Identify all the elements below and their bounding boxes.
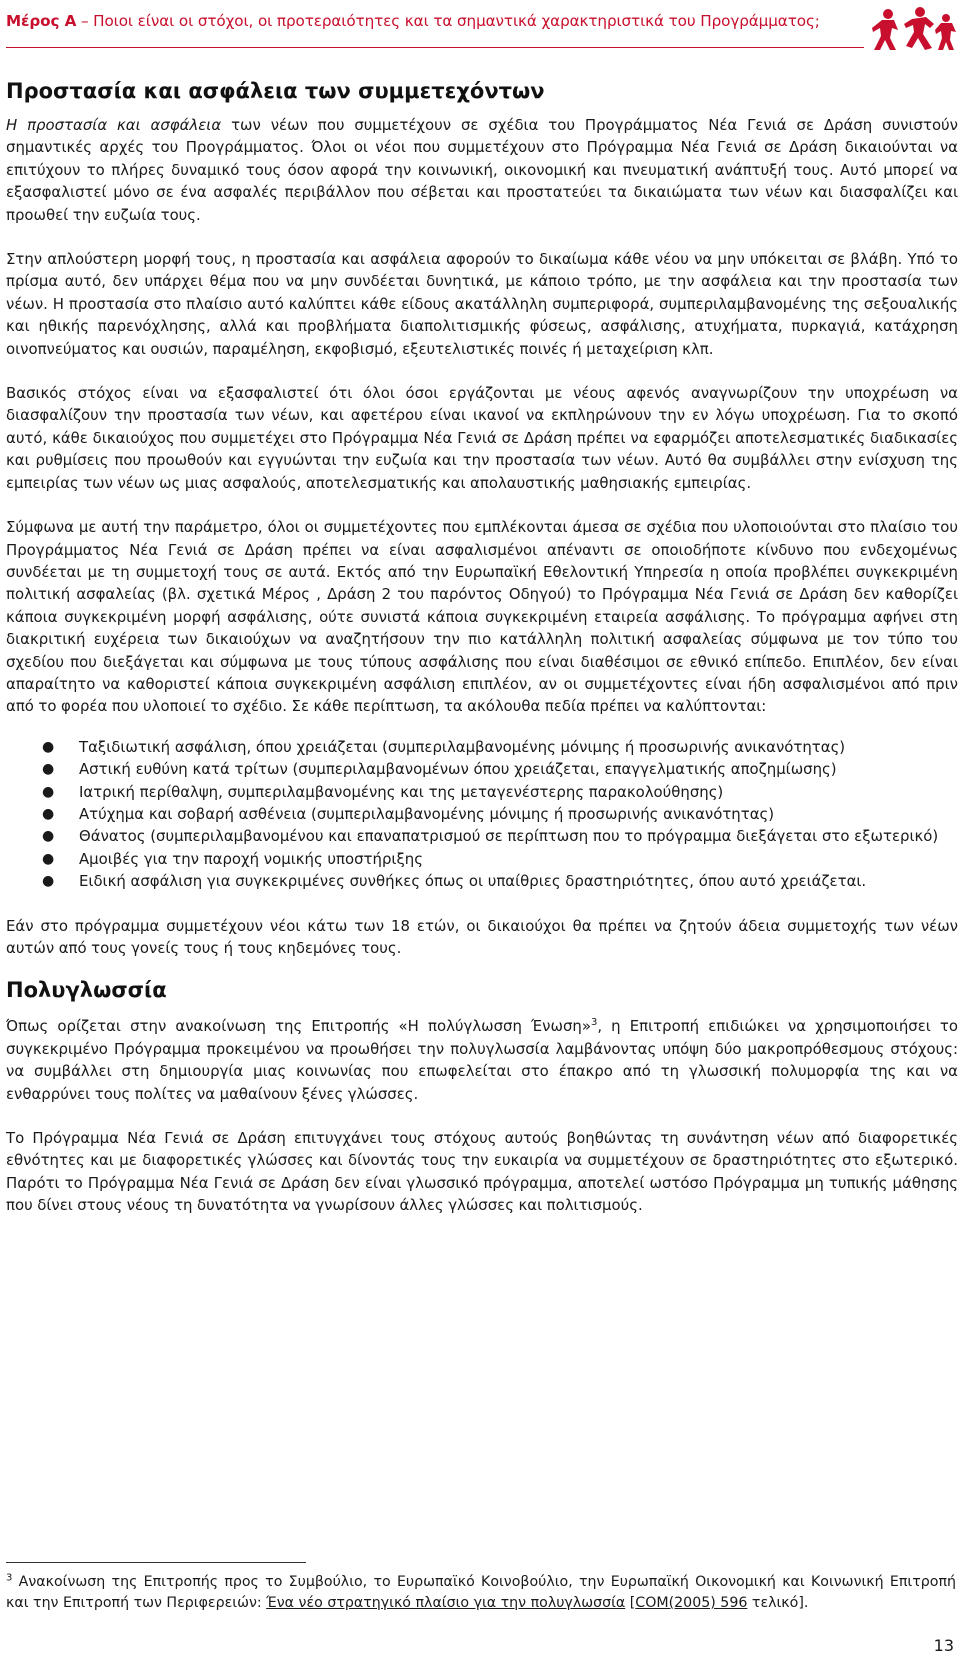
bullet-icon: ● (42, 828, 55, 845)
paragraph: Εάν στο πρόγραμμα συμμετέχουν νέοι κάτω των 18 ετών, οι δικαιούχοι θα πρέπει να ζητούν άδεια συμμετοχής των νέων αυτών από τους γονείς τους ή τους κηδεμόνες τους. (6, 916, 958, 957)
paragraph-text: των νέων που συμμετέχουν σε σχέδια του Προγράμματος Νέα Γενιά σε Δράση συνιστούν σημαντικές αρχές του Προγράμματος. Όλοι οι νέοι που συμμετέχουν στο Πρόγραμμα Νέα Γενιά σε Δράση δικαιούνται να επιτύχουν το πλήρες δυναμικό τους όσον αφορά την κοινωνική, οικονομική και πνευματική ανάπτυξή τους. Αυτό μπορεί να εξασφαλιστεί μόνο σε ένα ασφαλές περιβάλλον που σέβεται και προστατεύει τα δικαιώματα των νέων και διασφαλίζει και προωθεί την ευζωία τους. (6, 116, 958, 224)
footnote-number: 3 (6, 1572, 13, 1584)
list-item-text: Θάνατος (συμπεριλαμβανομένου και επαναπατρισμού σε περίπτωση που το πρόγραμμα διεξάγεται στο εξωτερικό) (79, 827, 939, 846)
list-item-text: Ειδική ασφάλιση για συγκεκριμένες συνθήκες όπως οι υπαίθριες δραστηριότητες, όπου αυτό χρειάζεται. (79, 872, 867, 891)
paragraph (6, 114, 958, 226)
paragraph: Στην απλούστερη μορφή τους, η προστασία και ασφάλεια αφορούν το δικαίωμα κάθε νέου να μην υπόκειται σε βλάβη. Υπό το πρίσμα αυτό, δεν υπάρχει θέμα που να μην συνδέεται δυνητικά, με κάποιο τρόπο, με την ασφάλεια και την προστασία των νέων. Η προστασία στο πλαίσιο αυτό καλύπτει κάθε είδους ακατάλληλη συμπεριφορά, συμπεριλαμβανομένης της σεξουαλικής και ηθικής παρενόχλησης, αλλά και προβλήματα διαπολιτισμικής φύσεως, ασφάλισης, ατυχήματα, πυρκαγιά, κατάχρηση οινοπνεύματος και ουσιών, παραμέληση, εκφοβισμό, εξευτελιστικές ποινές ή μεταχείριση κλπ. (6, 250, 958, 358)
paragraph-text: Όπως ορίζεται στην ανακοίνωση της Επιτροπής «Η πολύγλωσση Ένωση» (6, 1017, 591, 1036)
header-title (6, 10, 868, 32)
bullet-icon: ● (42, 873, 55, 890)
section-heading-multilingualism: Πολυγλωσσία (6, 978, 167, 1003)
bullet-icon: ● (42, 850, 55, 867)
footnote-ref[interactable]: 3 (590, 1017, 598, 1029)
footnote (6, 1572, 956, 1614)
list-item (6, 758, 958, 780)
youth-in-action-logo-icon (868, 4, 958, 54)
list-item-text: Ταξιδιωτική ασφάλιση, όπου χρειάζεται (συμπεριλαμβανομένης μόνιμης ή προσωρινής ανικανότητας) (79, 737, 846, 756)
list-item (6, 736, 958, 758)
list-item-text: Ιατρική περίθαλψη, συμπεριλαμβανομένης και της μεταγενέστερης παρακολούθησης) (79, 782, 724, 801)
section-heading-protection: Προστασία και ασφάλεια των συμμετεχόντων (6, 79, 545, 103)
emphasis: Η προστασία και ασφάλεια (6, 116, 222, 134)
footnote-text: [ (625, 1595, 636, 1611)
paragraph: Σύμφωνα με αυτή την παράμετρο, όλοι οι συμμετέχοντες που εμπλέκονται άμεσα σε σχέδια που υλοποιούνται στο πλαίσιο του Προγράμματος Νέα Γενιά σε Δράση πρέπει να είναι ασφαλισμένοι απέναντι σε οποιοδήποτε κίνδυνο που ενδεχομένως συνδέεται με τη συμμετοχή τους σε αυτά. Εκτός από την Ευρωπαϊκή Εθελοντική Υπηρεσία η οποία προβλέπει συγκεκριμένη πολιτική ασφαλείας (βλ. σχετικά Μέρος , Δράση 2 του παρόντος Οδηγού) το Πρόγραμμα Νέα Γενιά σε Δράση δεν καθορίζει κάποια συγκεκριμένη μορφή ασφάλισης, ούτε συνιστά κάποια συγκεκριμένη εταιρεία ασφάλισης. Το πρόγραμμα αφήνει στη διακριτική ευχέρεια των δικαιούχων να αναζητήσουν την πιο κατάλληλη πολιτική ασφαλείας σύμφωνα με τον τύπο του σχεδίου που διεξάγεται και σύμφωνα με τους τύπους ασφάλισης που είναι διαθέσιμοι σε εθνικό επίπεδο. Επιπλέον, δεν είναι απαραίτητο να καθοριστεί κάποια συγκεκριμένη ασφάλιση επιπλέον, αν οι συμμετέχοντες είναι ήδη ασφαλισμένοι από πριν από το φορέα που υλοποιεί το σχέδιο. Σε κάθε περίπτωση, τα ακόλουθα πεδία πρέπει να καλύπτονται: (6, 518, 958, 716)
paragraph: Το Πρόγραμμα Νέα Γενιά σε Δράση επιτυγχάνει τους στόχους αυτούς βοηθώντας τη συνάντηση νέων από διαφορετικές εθνότητες και με διαφορετικές γλώσσες και δίνοντάς τους την ευκαιρία να συμμετέχουν σε δραστηριότητες στο εξωτερικό. Παρότι το Πρόγραμμα Νέα Γενιά σε Δράση δεν είναι γλωσσικό πρόγραμμα, αποτελεί ωστόσο Πρόγραμμα μη τυπικής μάθησης που δίνει στους νέους τη δυνατότητα να γνωρίσουν άλλες γλώσσες και πολιτισμούς. (6, 1129, 958, 1215)
bullet-icon: ● (42, 805, 55, 822)
header-rule (6, 47, 864, 48)
main-content (6, 76, 958, 1217)
footnote-rule (6, 1562, 306, 1563)
bullet-icon: ● (42, 783, 55, 800)
list-item-text: Αστική ευθύνη κατά τρίτων (συμπεριλαμβανομένων όπου χρειάζεται, επαγγελματικής αποζημίωσης) (79, 760, 837, 779)
list-item (6, 870, 958, 892)
paragraph-text: , η Επιτροπή επιδιώκει να χρησιμοποιήσει το συγκεκριμένο Πρόγραμμα προκειμένου να προωθήσει την πολυγλωσσία λαμβάνοντας υπόψη δύο μακροπρόθεσμους στόχους: να συμβάλλει στη δημιουργία μιας κοινωνίας που επωφελείται στο έπακρο από τη γλωσσική πολυμορφία της και να ενθαρρύνει τους πολίτες να μαθαίνουν ξένες γλώσσες. (6, 1017, 958, 1103)
list-item (6, 825, 958, 847)
paragraph: Βασικός στόχος είναι να εξασφαλιστεί ότι όλοι όσοι εργάζονται με νέους αφενός αναγνωρίζουν την υποχρέωση να διασφαλίζουν την προστασία των νέων, και αφετέρου είναι ικανοί να εκπληρώνουν την εν λόγω υποχρέωση. Για το σκοπό αυτό, κάθε δικαιούχος που συμμετέχει στο Πρόγραμμα Νέα Γενιά σε Δράση πρέπει να εφαρμόζει αποτελεσματικές διαδικασίες και ρυθμίσεις που προωθούν και εγγυώνται την ευζωία και την προστασία των νέων. Αυτό θα συμβάλλει στην ενίσχυση της εμπειρίας των νέων ως μιας ασφαλούς, αποτελεσματικής και απολαυστικής μαθησιακής εμπειρίας. (6, 384, 958, 492)
footnote-link[interactable]: Ένα νέο στρατηγικό πλαίσιο για την πολυγλωσσία (266, 1595, 626, 1611)
footnote-ref-link[interactable]: COM(2005) 596 (635, 1595, 748, 1611)
header-question: Ποιοι είναι οι στόχοι, οι προτεραιότητες και τα σημαντικά χαρακτηριστικά του Προγράμματος; (93, 12, 820, 30)
footnote-text: τελικό]. (747, 1595, 809, 1611)
list-item (6, 848, 958, 870)
page-number: 13 (933, 1636, 954, 1655)
insurance-list (6, 736, 958, 893)
list-item (6, 781, 958, 803)
list-item-text: Ατύχημα και σοβαρή ασθένεια (συμπεριλαμβανομένης μόνιμης ή προσωρινής ανικανότητας) (79, 804, 775, 823)
header-dash: – (76, 12, 94, 30)
list-item (6, 803, 958, 825)
footnote-text: Ανακοίνωση της Επιτροπής προς το Συμβούλιο, το Ευρωπαϊκό Κοινοβούλιο, την Ευρωπαϊκή Οικονομική και Κοινωνική Επιτροπή και την Επιτροπή των Περιφερειών: (6, 1574, 956, 1611)
page-header (6, 10, 868, 50)
bullet-icon: ● (42, 761, 55, 778)
header-part: Μέρος A (6, 12, 77, 30)
list-item-text: Αμοιβές για την παροχή νομικής υποστήριξης (79, 849, 423, 868)
bullet-icon: ● (42, 738, 55, 755)
paragraph (6, 1015, 958, 1105)
